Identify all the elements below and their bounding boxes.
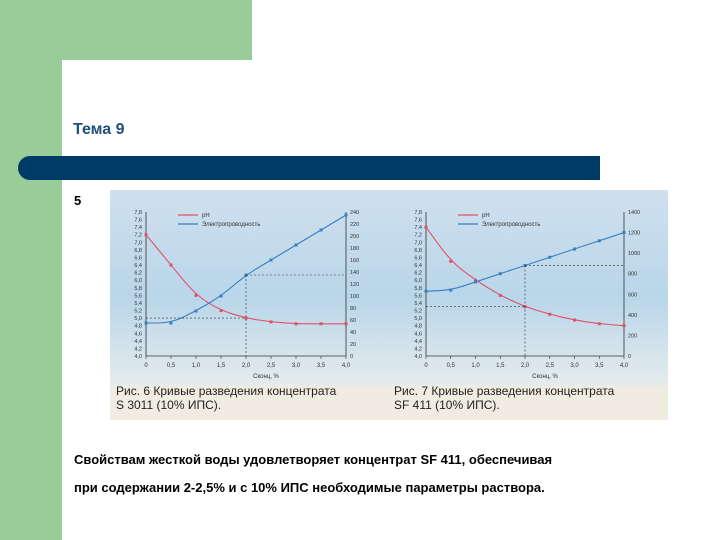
y-left-tick-label: 5,6 — [414, 293, 422, 300]
y-left-tick-label: 7,6 — [414, 217, 422, 224]
conductivity-data-point — [548, 256, 551, 259]
conductivity-data-point — [170, 322, 173, 325]
ph-data-point — [195, 294, 198, 297]
conductivity-data-point — [270, 259, 273, 262]
body-line-2: при содержании 2-2,5% и с 10% ИПС необходимые параметры раствора. — [74, 480, 545, 495]
y-left-tick-label: 5,2 — [414, 308, 422, 315]
conductivity-data-point — [499, 272, 502, 275]
y-left-tick-label: 4,8 — [414, 323, 422, 330]
ph-data-point — [295, 322, 298, 325]
y-left-tick-label: 5,0 — [414, 316, 422, 323]
y-left-tick-label: 7,8 — [414, 210, 422, 216]
y-left-tick-label: 6,4 — [134, 263, 142, 270]
ph-data-point — [220, 309, 223, 312]
y-left-tick-label: 6,0 — [134, 278, 142, 285]
slide-number: 5 — [74, 193, 82, 208]
y-right-tick-label: 240 — [350, 210, 360, 216]
x-tick-label: 4,0 — [619, 363, 629, 369]
x-tick-label: 2,5 — [266, 363, 276, 369]
y-right-tick-label: 180 — [350, 246, 360, 252]
y-right-tick-label: 40 — [350, 330, 357, 336]
y-right-tick-label: 120 — [350, 282, 360, 288]
x-axis-label: Cконц, % — [532, 374, 558, 380]
y-left-tick-label: 4,8 — [134, 323, 142, 330]
chart-background — [390, 190, 668, 386]
ph-data-point — [449, 260, 452, 263]
y-left-tick-label: 4,0 — [414, 354, 422, 360]
y-right-tick-label: 0 — [350, 354, 354, 360]
y-left-tick-label: 5,4 — [414, 300, 422, 307]
x-tick-label: 3,5 — [595, 363, 604, 369]
x-axis-label: Cконц, % — [253, 374, 279, 380]
caption-fig7 — [394, 384, 664, 412]
x-tick-label: 0,5 — [446, 363, 455, 369]
conductivity-data-point — [598, 239, 601, 242]
y-left-tick-label: 5,6 — [134, 293, 142, 300]
y-right-tick-label: 0 — [628, 354, 632, 360]
conductivity-data-point — [320, 229, 323, 232]
y-left-tick-label: 7,2 — [134, 232, 142, 239]
x-tick-label: 3,0 — [570, 363, 579, 369]
x-tick-label: 0,5 — [166, 363, 176, 369]
x-tick-label: 4,0 — [341, 363, 351, 369]
y-left-tick-label: 6,4 — [414, 263, 422, 270]
figure-image — [110, 190, 668, 420]
y-left-tick-label: 6,8 — [414, 247, 422, 254]
x-tick-label: 1,0 — [191, 363, 201, 369]
y-left-tick-label: 4,4 — [134, 338, 142, 345]
legend-cond-label: Электропроводность — [202, 222, 261, 228]
y-left-tick-label: 4,4 — [414, 338, 422, 345]
ph-data-point — [623, 324, 626, 327]
ph-data-point — [573, 319, 576, 322]
body-line-1: Свойствам жесткой воды удовлетворяет концентрат SF 411, обеспечивая — [74, 452, 553, 467]
y-right-tick-label: 1400 — [628, 210, 641, 216]
y-left-tick-label: 6,2 — [134, 270, 142, 277]
y-left-tick-label: 7,2 — [414, 232, 422, 239]
chart-fig6 — [110, 190, 390, 386]
ph-data-point — [598, 322, 601, 325]
y-left-tick-label: 6,8 — [134, 247, 142, 254]
chart-background — [110, 190, 390, 386]
y-right-tick-label: 800 — [628, 271, 638, 278]
x-tick-label: 1,0 — [471, 363, 480, 369]
conductivity-data-point — [295, 244, 298, 247]
ph-data-point — [345, 322, 348, 325]
y-left-tick-label: 5,2 — [134, 308, 142, 315]
ph-data-point — [145, 233, 148, 236]
y-right-tick-label: 1200 — [628, 230, 641, 237]
y-right-tick-label: 20 — [350, 342, 357, 348]
y-right-tick-label: 1000 — [628, 251, 641, 258]
y-right-tick-label: 200 — [350, 234, 360, 240]
caption-fig6-line1: Рис. 6 Кривые разведения концентрата — [116, 384, 337, 398]
y-right-tick-label: 140 — [350, 270, 360, 276]
ph-data-point — [320, 322, 323, 325]
caption-fig7-line1: Рис. 7 Кривые разведения концентрата — [394, 384, 615, 398]
x-tick-label: 3,0 — [291, 363, 301, 369]
conductivity-data-point — [220, 295, 223, 298]
y-left-tick-label: 5,0 — [134, 316, 142, 323]
y-left-tick-label: 7,8 — [134, 210, 142, 216]
conductivity-data-point — [573, 248, 576, 251]
y-right-tick-label: 100 — [350, 294, 360, 300]
conductivity-data-point — [345, 214, 348, 217]
y-right-tick-label: 160 — [350, 258, 360, 264]
y-left-tick-label: 4,2 — [414, 346, 422, 353]
legend-ph-label: pH — [482, 213, 490, 219]
body-paragraph — [74, 446, 694, 502]
ph-data-point — [425, 226, 428, 229]
caption-fig7-line2: SF 411 (10% ИПС). — [394, 398, 500, 412]
x-tick-label: 1,5 — [216, 363, 226, 369]
x-tick-label: 2,5 — [545, 363, 554, 369]
conductivity-data-point — [195, 310, 198, 313]
green-side-bar — [0, 0, 62, 540]
legend-ph-label: pH — [202, 213, 210, 219]
x-tick-label: 3,5 — [316, 363, 326, 369]
y-right-tick-label: 600 — [628, 292, 638, 299]
y-right-tick-label: 220 — [350, 222, 360, 228]
title-divider-bar — [18, 156, 600, 180]
legend-cond-label: Электропроводность — [482, 222, 541, 228]
y-left-tick-label: 4,2 — [134, 346, 142, 353]
conductivity-data-point — [425, 290, 428, 293]
y-left-tick-label: 6,6 — [414, 255, 422, 262]
y-left-tick-label: 5,4 — [134, 300, 142, 307]
conductivity-data-point — [474, 280, 477, 283]
y-right-tick-label: 80 — [350, 306, 357, 312]
x-tick-label: 2,0 — [241, 363, 251, 369]
caption-fig6-line2: S 3011 (10% ИПС). — [116, 398, 222, 412]
y-left-tick-label: 6,6 — [134, 255, 142, 262]
conductivity-data-point — [623, 231, 626, 234]
chart-fig7 — [390, 190, 668, 386]
slide-title: Тема 9 — [73, 121, 125, 138]
conductivity-data-point — [145, 322, 148, 325]
y-left-tick-label: 4,6 — [134, 331, 142, 338]
y-right-tick-label: 60 — [350, 318, 357, 324]
y-left-tick-label: 4,0 — [134, 354, 142, 360]
x-tick-label: 2,0 — [520, 363, 530, 369]
y-left-tick-label: 4,6 — [414, 331, 422, 338]
x-tick-label: 0 — [424, 363, 428, 369]
y-left-tick-label: 6,0 — [414, 278, 422, 285]
y-left-tick-label: 6,2 — [414, 270, 422, 277]
x-tick-label: 1,5 — [496, 363, 505, 369]
y-left-tick-label: 7,4 — [414, 225, 422, 232]
y-left-tick-label: 5,8 — [134, 285, 142, 292]
y-left-tick-label: 7,0 — [134, 240, 142, 247]
ph-data-point — [170, 264, 173, 267]
y-right-tick-label: 200 — [628, 333, 638, 340]
y-left-tick-label: 7,6 — [134, 217, 142, 224]
ph-data-point — [270, 320, 273, 323]
caption-fig6 — [116, 384, 386, 412]
x-tick-label: 0 — [144, 363, 148, 369]
y-left-tick-label: 5,8 — [414, 285, 422, 292]
ph-data-point — [499, 294, 502, 297]
y-left-tick-label: 7,0 — [414, 240, 422, 247]
y-left-tick-label: 7,4 — [134, 225, 142, 232]
ph-data-point — [548, 313, 551, 316]
conductivity-data-point — [449, 289, 452, 292]
y-right-tick-label: 400 — [628, 312, 638, 319]
